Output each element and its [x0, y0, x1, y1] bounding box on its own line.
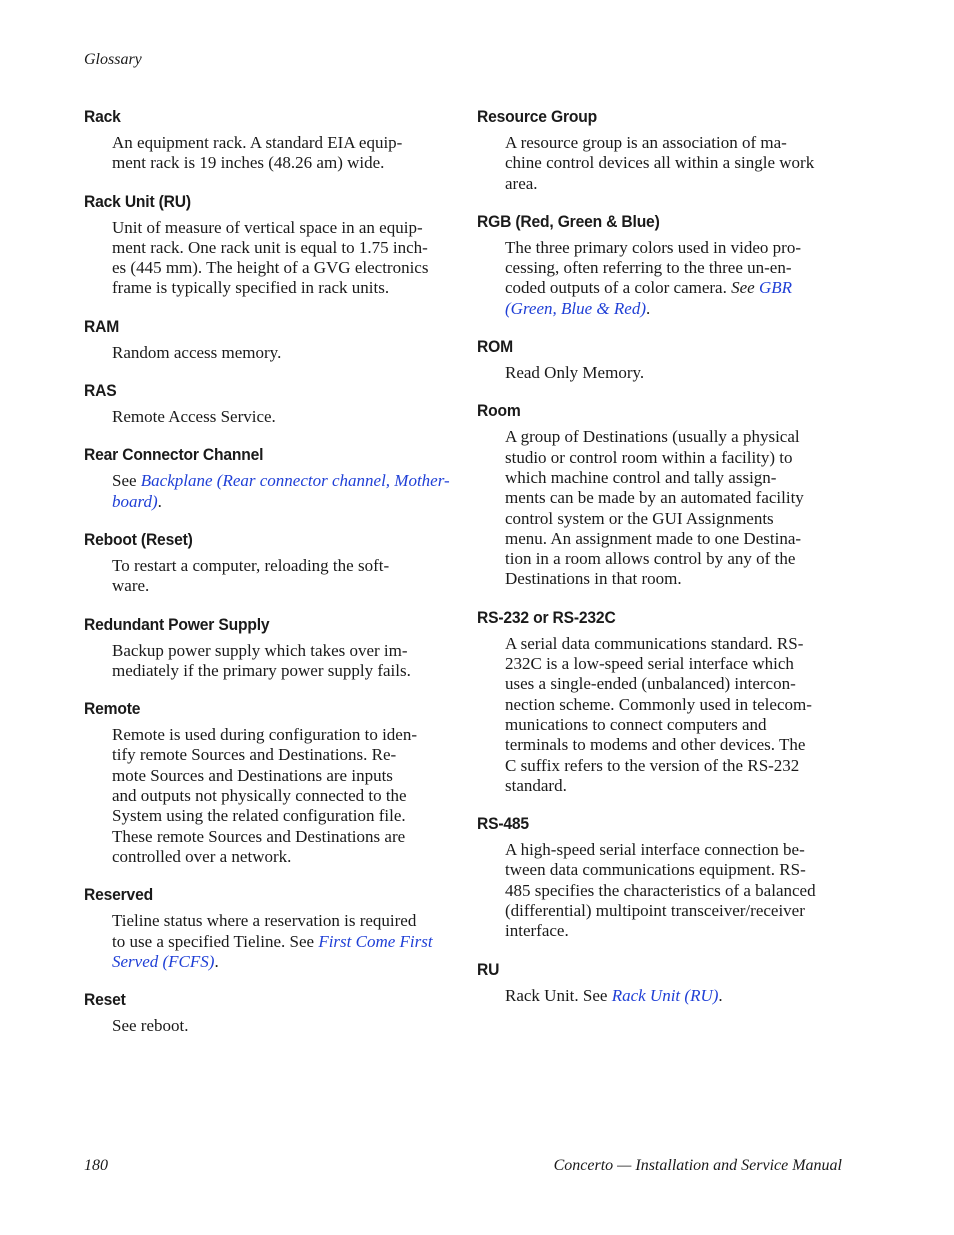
cross-reference-link[interactable]: board) [112, 491, 158, 511]
glossary-entry [477, 813, 847, 941]
definition-line: A resource group is an association of ma- [505, 133, 787, 152]
glossary-entry [84, 191, 454, 299]
glossary-term: Resource Group [477, 107, 597, 126]
definition-line: A high-speed serial interface connection be- [505, 840, 805, 860]
definition-line: Tieline status where a reservation is required [112, 911, 417, 931]
see-prefix: Rack Unit. See [505, 985, 612, 1005]
cross-reference-link[interactable]: Backplane (Rear connector channel, Mother- [140, 471, 450, 491]
definition-line: mediately if the primary power supply fails. [112, 660, 411, 680]
definition-line: es (445 mm). The height of a GVG electronics [112, 258, 429, 278]
glossary-term: Reset [84, 990, 126, 1010]
punctuation: . [718, 985, 723, 1005]
glossary-definition [112, 641, 454, 682]
definition-line: interface. [505, 921, 569, 941]
definition-line: To restart a computer, reloading the soft- [112, 555, 390, 575]
definition-line: chine control devices all within a single work [505, 153, 815, 173]
definition-line: ment rack is 19 inches (48.26 am) wide. [112, 153, 385, 173]
glossary-definition [505, 238, 847, 319]
definition-line: to use a specified Tieline. See [112, 931, 319, 951]
glossary-definition [112, 133, 454, 174]
glossary-definition [112, 471, 454, 512]
punctuation: . [645, 298, 651, 318]
definition-line: cessing, often referring to the three un-en- [505, 258, 792, 278]
definition-line: The three primary colors used in video pro- [505, 237, 801, 257]
glossary-entry [477, 211, 847, 319]
glossary-entry [84, 444, 454, 512]
glossary-term: Rear Connector Channel [84, 445, 264, 465]
glossary-definition [505, 840, 847, 941]
definition-line: frame is typically specified in rack units. [112, 278, 390, 298]
glossary-definition [112, 1016, 454, 1036]
glossary-definition [505, 634, 847, 796]
running-head: Glossary [84, 51, 142, 68]
glossary-term: Rack Unit (RU) [84, 191, 191, 211]
definition-line: 232C is a low-speed serial interface which [505, 654, 794, 674]
definition-line: 485 specifies the characteristics of a balanced [505, 880, 816, 900]
definition-line: Read Only Memory. [505, 363, 645, 383]
glossary-term: Room [477, 401, 521, 421]
definition-line: C suffix refers to the version of the RS-232 [505, 755, 800, 775]
see-prefix: See [112, 471, 141, 491]
see-prefix: See [731, 278, 759, 298]
glossary-term: RAM [84, 316, 120, 336]
definition-line: An equipment rack. A standard EIA equip- [112, 133, 403, 152]
glossary-entry [84, 614, 454, 682]
glossary-term: Reboot (Reset) [84, 529, 193, 549]
definition-line: studio or control room within a facility) to [505, 447, 793, 467]
glossary-term: ROM [477, 337, 513, 357]
definition-line: area. [505, 173, 538, 193]
glossary-definition [505, 986, 847, 1006]
glossary-definition [505, 133, 847, 194]
definition-line: A group of Destinations (usually a physical [505, 427, 800, 447]
definition-line: terminals to modems and other devices. The [505, 735, 806, 755]
definition-line: mote Sources and Destinations are inputs [112, 765, 393, 785]
definition-line: Unit of measure of vertical space in an equip- [112, 217, 423, 237]
glossary-term: RS-232 or RS-232C [477, 607, 616, 627]
glossary-definition [112, 725, 454, 867]
glossary-term: Remote [84, 699, 141, 719]
definition-line: tion in a room allows control by any of the [505, 549, 796, 569]
punctuation: . [214, 951, 219, 971]
glossary-definition [112, 407, 454, 427]
glossary-entry [84, 698, 454, 867]
glossary-term: Reserved [84, 885, 153, 905]
definition-line: Remote Access Service. [112, 407, 276, 427]
cross-reference-link[interactable]: First Come First [318, 931, 433, 951]
glossary-entry [84, 106, 454, 174]
glossary-entry [84, 529, 454, 597]
definition-line: control system or the GUI Assignments [505, 508, 774, 528]
definition-line: Remote is used during configuration to iden- [112, 725, 417, 745]
definition-line: ments can be made by an automated facility [505, 488, 804, 508]
definition-line: standard. [505, 775, 567, 795]
definition-line: System using the related configuration file. [112, 806, 406, 826]
glossary-definition [112, 911, 454, 972]
glossary-definition [505, 427, 847, 589]
glossary-entry [477, 400, 847, 589]
punctuation: . [157, 491, 162, 511]
glossary-entry [477, 959, 847, 1006]
definition-line: Destinations in that room. [505, 569, 682, 589]
glossary-entry [477, 336, 847, 383]
definition-line: ment rack. One rack unit is equal to 1.75 inch- [112, 237, 428, 257]
definition-line: uses a single-ended (unbalanced) intercon- [505, 674, 796, 694]
cross-reference-link[interactable]: Rack Unit (RU) [611, 985, 719, 1005]
page-number: 180 [84, 1157, 108, 1174]
cross-reference-link[interactable]: Served (FCFS) [112, 951, 215, 971]
glossary-term: Rack [84, 107, 121, 126]
glossary-term: RU [477, 959, 500, 979]
definition-line: Backup power supply which takes over im- [112, 640, 408, 660]
glossary-definition [112, 343, 454, 363]
glossary-entry [84, 989, 454, 1036]
glossary-entry [477, 607, 847, 796]
left-column [84, 106, 454, 1036]
definition-line: A serial data communications standard. RS- [505, 633, 804, 653]
footer-title: Concerto — Installation and Service Manual [553, 1157, 842, 1174]
cross-reference-link[interactable]: GBR [758, 278, 792, 298]
glossary-term: RS-485 [477, 814, 529, 834]
definition-line: which machine control and tally assign- [505, 467, 777, 487]
definition-line: nection scheme. Commonly used in telecom- [505, 694, 812, 714]
glossary-definition [112, 218, 454, 299]
definition-line: tween data communications equipment. RS- [505, 860, 806, 880]
definition-line: ware. [112, 576, 150, 596]
glossary-term: Redundant Power Supply [84, 614, 270, 634]
glossary-definition [505, 363, 847, 383]
glossary-entry [84, 884, 454, 972]
definition-line: coded outputs of a color camera. [505, 278, 732, 298]
definition-line: and outputs not physically connected to the [112, 786, 407, 806]
glossary-term: RAS [84, 381, 117, 401]
definition-line: menu. An assignment made to one Destina- [505, 528, 802, 548]
glossary-entry [477, 106, 847, 194]
definition-line: These remote Sources and Destinations are [112, 826, 406, 846]
cross-reference-link[interactable]: (Green, Blue & Red) [505, 298, 646, 318]
definition-line: (differential) multipoint transceiver/receiver [505, 901, 805, 921]
glossary-entry [84, 316, 454, 363]
right-column [477, 106, 847, 1006]
definition-line: tify remote Sources and Destinations. Re- [112, 745, 397, 765]
glossary-entry [84, 380, 454, 427]
glossary-definition [112, 556, 454, 597]
definition-line: munications to connect computers and [505, 714, 767, 734]
definition-line: Random access memory. [112, 342, 282, 362]
definition-line: See reboot. [112, 1016, 189, 1036]
definition-line: controlled over a network. [112, 846, 292, 866]
glossary-term: RGB (Red, Green & Blue) [477, 211, 660, 231]
